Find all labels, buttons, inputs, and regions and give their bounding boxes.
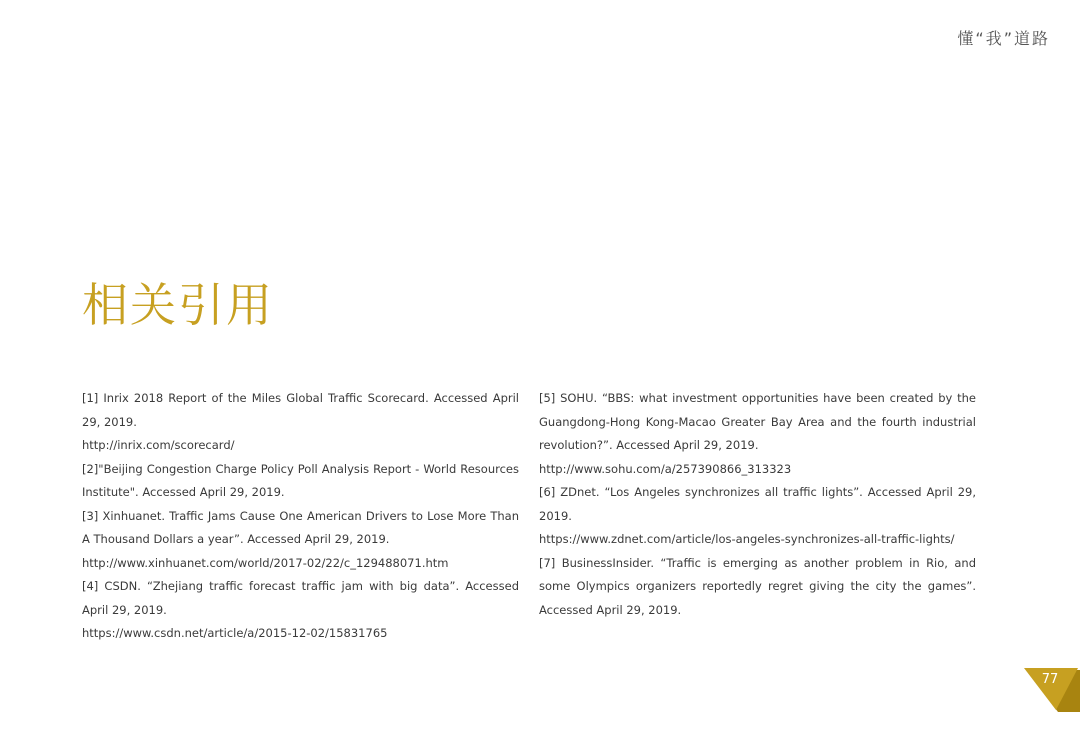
reference-4-url[interactable]: https://www.csdn.net/article/a/2015-12-02/15831765 bbox=[82, 626, 388, 640]
reference-3: [3] Xinhuanet. Traffic Jams Cause One American Drivers to Lose More Than A Thousand Dollars a year”. Accessed April 29, 2019. bbox=[82, 508, 519, 546]
page-number-badge bbox=[1024, 668, 1080, 712]
reference-6-url[interactable]: https://www.zdnet.com/article/los-angeles-synchronizes-all-traffic-lights/ bbox=[539, 532, 955, 546]
document-header-title: 懂“我”道路 bbox=[957, 29, 1050, 48]
reference-1: [1] Inrix 2018 Report of the Miles Global Traffic Scorecard. Accessed April 29, 2019. bbox=[82, 391, 519, 429]
reference-5: [5] SOHU. “BBS: what investment opportunities have been created by the Guangdong-Hong Kong-Macao Greater Bay Area and the fourth industrial revolution?”. Accessed April 29, 2019. bbox=[539, 391, 976, 452]
page-number: 77 bbox=[1041, 672, 1059, 687]
section-heading: 相关引用 bbox=[82, 278, 274, 332]
reference-3-url[interactable]: http://www.xinhuanet.com/world/2017-02/22/c_129488071.htm bbox=[82, 555, 449, 570]
references-left-column bbox=[82, 387, 519, 646]
references-right-column bbox=[539, 387, 976, 622]
reference-5-url[interactable]: http://www.sohu.com/a/257390866_313323 bbox=[539, 461, 792, 476]
reference-7: [7] BusinessInsider. “Traffic is emerging as another problem in Rio, and some Olympics organizers reportedly regret giving the city the games”. Accessed April 29, 2019. bbox=[539, 555, 976, 617]
reference-2: [2]"Beijing Congestion Charge Policy Poll Analysis Report - World Resources Institute". Accessed April 29, 2019. bbox=[82, 461, 519, 499]
reference-4: [4] CSDN. “Zhejiang traffic forecast traffic jam with big data”. Accessed April 29, 2019. bbox=[82, 579, 519, 617]
reference-1-url[interactable]: http://inrix.com/scorecard/ bbox=[82, 438, 235, 452]
reference-6: [6] ZDnet. “Los Angeles synchronizes all traffic lights”. Accessed April 29, 2019. bbox=[539, 485, 976, 523]
